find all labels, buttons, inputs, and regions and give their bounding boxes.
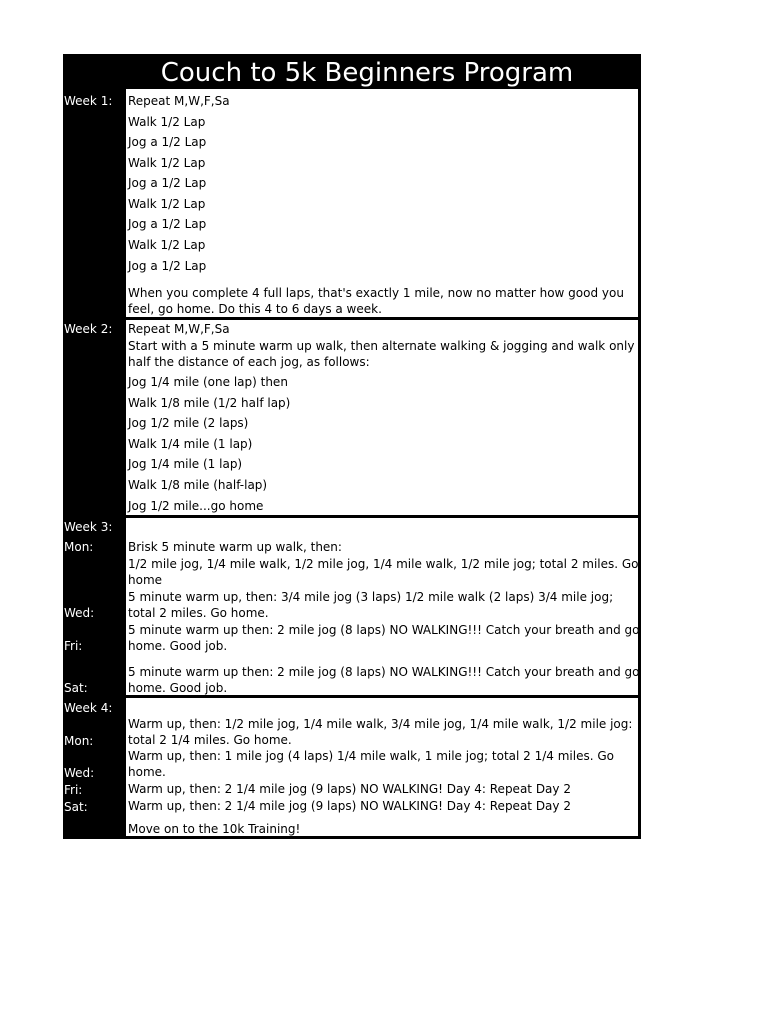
week1-line: Walk 1/2 Lap	[128, 156, 206, 170]
week4-fri-label: Fri:	[64, 783, 83, 797]
week1-block	[126, 89, 641, 317]
week3-fri-label: Fri:	[64, 639, 83, 653]
week4-block	[126, 698, 641, 839]
page-title: Couch to 5k Beginners Program	[160, 58, 574, 88]
week1-line: Walk 1/2 Lap	[128, 115, 206, 129]
week1-line: Jog a 1/2 Lap	[128, 259, 207, 273]
week2-step: Jog 1/4 mile (1 lap)	[128, 457, 243, 471]
week4-sat-text: Warm up, then: 2 1/4 mile jog (9 laps) NO WALKING! Day 4: Repeat Day 2	[128, 799, 571, 813]
week2-step: Walk 1/4 mile (1 lap)	[128, 437, 253, 451]
week3-mon-text: 1/2 mile jog, 1/4 mile walk, 1/2 mile jog, 1/4 mile walk, 1/2 mile jog; total 2 miles. Go home	[128, 557, 639, 587]
week4-wed-text: Warm up, then: 1 mile jog (4 laps) 1/4 mile walk, 1 mile jog; total 2 1/4 miles. Go home.	[128, 749, 614, 779]
week1-line: Walk 1/2 Lap	[128, 238, 206, 252]
week3-block	[126, 518, 641, 695]
week4-mon-label: Mon:	[64, 734, 94, 748]
week2-step: Jog 1/2 mile (2 laps)	[128, 416, 249, 430]
program-sheet	[63, 54, 641, 839]
week1-line: Repeat M,W,F,Sa	[128, 94, 230, 108]
week2-label: Week 2:	[64, 322, 113, 336]
week3-mon-label: Mon:	[64, 540, 94, 554]
week4-fri-text: Warm up, then: 2 1/4 mile jog (9 laps) NO WALKING! Day 4: Repeat Day 2	[128, 782, 571, 796]
week3-fri-text: 5 minute warm up then: 2 mile jog (8 laps) NO WALKING!!! Catch your breath and go home. Good job.	[128, 623, 640, 653]
week1-line: Jog a 1/2 Lap	[128, 217, 207, 231]
week2-block	[126, 320, 641, 515]
week2-intro: Start with a 5 minute warm up walk, then alternate walking & jogging and walk only half the distance of each jog, as follows:	[128, 339, 635, 369]
week1-note: When you complete 4 full laps, that's exactly 1 mile, now no matter how good you feel, go home. Do this 4 to 6 days a week.	[128, 286, 624, 316]
week3-label: Week 3:	[64, 520, 113, 534]
week3-wed-label: Wed:	[64, 606, 95, 620]
week2-step: Jog 1/4 mile (one lap) then	[128, 375, 288, 389]
week3-sat-text: 5 minute warm up then: 2 mile jog (8 laps) NO WALKING!!! Catch your breath and go home. Good job.	[128, 665, 640, 695]
title-bar	[63, 54, 641, 89]
week4-mon-text: Warm up, then: 1/2 mile jog, 1/4 mile walk, 3/4 mile jog, 1/4 mile walk, 1/2 mile jog: total 2 1/4 miles. Go home.	[128, 717, 633, 747]
week3-sat-label: Sat:	[64, 681, 88, 695]
week4-wed-label: Wed:	[64, 766, 95, 780]
week4-label: Week 4:	[64, 701, 113, 715]
week2-step: Jog 1/2 mile...go home	[128, 499, 264, 513]
week1-label: Week 1:	[64, 94, 113, 108]
week2-repeat: Repeat M,W,F,Sa	[128, 322, 230, 336]
week-label-column	[63, 89, 126, 839]
week2-step: Walk 1/8 mile (half-lap)	[128, 478, 268, 492]
week3-intro: Brisk 5 minute warm up walk, then:	[128, 540, 342, 554]
week1-line: Jog a 1/2 Lap	[128, 176, 207, 190]
week1-line: Walk 1/2 Lap	[128, 197, 206, 211]
week1-line: Jog a 1/2 Lap	[128, 135, 207, 149]
week4-sat-label: Sat:	[64, 800, 88, 814]
week2-step: Walk 1/8 mile (1/2 half lap)	[128, 396, 291, 410]
week3-wed-text: 5 minute warm up, then: 3/4 mile jog (3 laps) 1/2 mile walk (2 laps) 3/4 mile jog; total 2 miles. Go home.	[128, 590, 614, 620]
week4-final: Move on to the 10k Training!	[128, 822, 301, 836]
